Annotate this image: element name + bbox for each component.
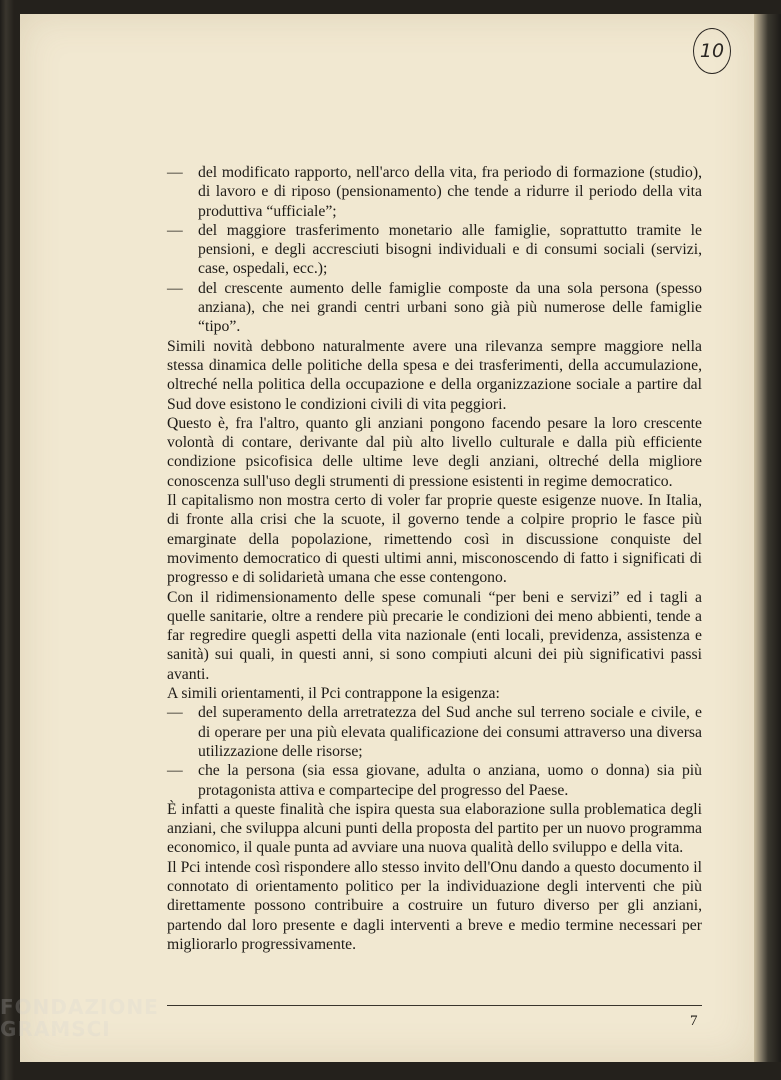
page-edge-shadow (754, 14, 781, 1062)
watermark-line: GRAMSCI (0, 1017, 111, 1041)
list-item-text: del superamento della arretratezza del Sud anche sul terreno sociale e civile, e di operare per una più elevata qualificazione dei consumi attraverso una diversa utilizzazione delle risorse; (198, 704, 702, 760)
page-number: 7 (690, 1013, 698, 1029)
handwritten-page-marker (693, 28, 731, 74)
watermark-line: FONDAZIONE (0, 995, 159, 1019)
dash-bullet: — (167, 221, 183, 239)
list-item-text: del modificato rapporto, nell'arco della vita, fra periodo di formazione (studio), di lavoro e di riposo (pensionamento) che tende a ridurre il periodo della vita produttiva “ufficiale”; (198, 164, 702, 220)
paragraph: È infatti a queste finalità che ispira questa sua elaborazione sulla problematica degli anziani, che sviluppa alcuni punti della proposta del partito per un nuovo programma economico, il quale punta ad avviare una nuova qualità dello sviluppo e della vita. (167, 800, 702, 857)
list-item (167, 221, 702, 279)
list-item (167, 703, 702, 761)
paragraph: A simili orientamenti, il Pci contrappone la esigenza: (167, 685, 500, 703)
handwritten-page-marker-text: 10 (699, 40, 725, 62)
list-item (167, 163, 702, 221)
dash-bullet: — (167, 762, 183, 780)
list-item (167, 761, 702, 800)
dash-bullet: — (167, 164, 183, 181)
paragraph: Questo è, fra l'altro, quanto gli anziani pongono facendo pesare la loro crescente volontà di contare, derivante dal più alto livello culturale e dalla più efficiente condizione psicofisica delle ultime leve degli anziani, oltreché della migliore conoscenza sull'uso degli strumenti di pressione esistenti in regime democratico. (167, 414, 702, 490)
footer-rule (167, 1005, 702, 1006)
dash-bullet: — (167, 279, 183, 297)
list-item-text: che la persona (sia essa giovane, adulta o anziana, uomo o donna) sia più protagonista attiva e compartecipe del progresso del Paese. (198, 762, 702, 799)
dash-bullet: — (167, 704, 183, 722)
watermark (0, 996, 200, 1056)
paragraph: Con il ridimensionamento delle spese comunali “per beni e servizi” ed i tagli a quelle sanitarie, oltre a rendere più precarie le condizioni dei meno abbienti, tende a far regredire quegli aspetti della vita nazionale (enti locali, previdenza, assistenza e sanità) sui quali, in questi anni, si sono compiuti alcuni dei più significativi passi avanti. (167, 588, 702, 683)
list-item-text: del maggiore trasferimento monetario alle famiglie, soprattutto tramite le pensioni, e degli accresciuti bisogni individuali e di consumi sociali (servizi, case, ospedali, ecc.); (198, 221, 702, 278)
list-item-text: del crescente aumento delle famiglie composte da una sola persona (spesso anziana), che nei grandi centri urbani sono già più numerose delle famiglie “tipo”. (198, 279, 702, 336)
paragraph: Il Pci intende così rispondere allo stesso invito dell'Onu dando a questo documento il connotato di orientamento politico per la individuazione degli interventi che più direttamente possono contribuire a costruire un futuro diverso per gli anziani, partendo dal loro presente e dagli interventi a breve e medio termine necessari per migliorarlo progressivamente. (167, 858, 702, 953)
paragraph: Il capitalismo non mostra certo di voler far proprie queste esigenze nuove. In Italia, di fronte alla crisi che la scuote, il governo tende a colpire proprio le fasce più emarginate della popolazione, rimettendo così in discussione conquiste del movimento democratico di questi ultimi anni, misconoscendo di fatto i significati di progresso e di solidarietà umana che esse contengono. (167, 492, 702, 587)
body-text (167, 163, 702, 954)
list-item (167, 279, 702, 337)
paragraph: Simili novità debbono naturalmente avere una rilevanza sempre maggiore nella stessa dinamica delle politiche della spesa e dei trasferimenti, della accumulazione, oltreché nella politica della occupazione e della organizzazione sociale a partire dal Sud dove esistono le condizioni civili di vita peggiori. (167, 337, 702, 413)
